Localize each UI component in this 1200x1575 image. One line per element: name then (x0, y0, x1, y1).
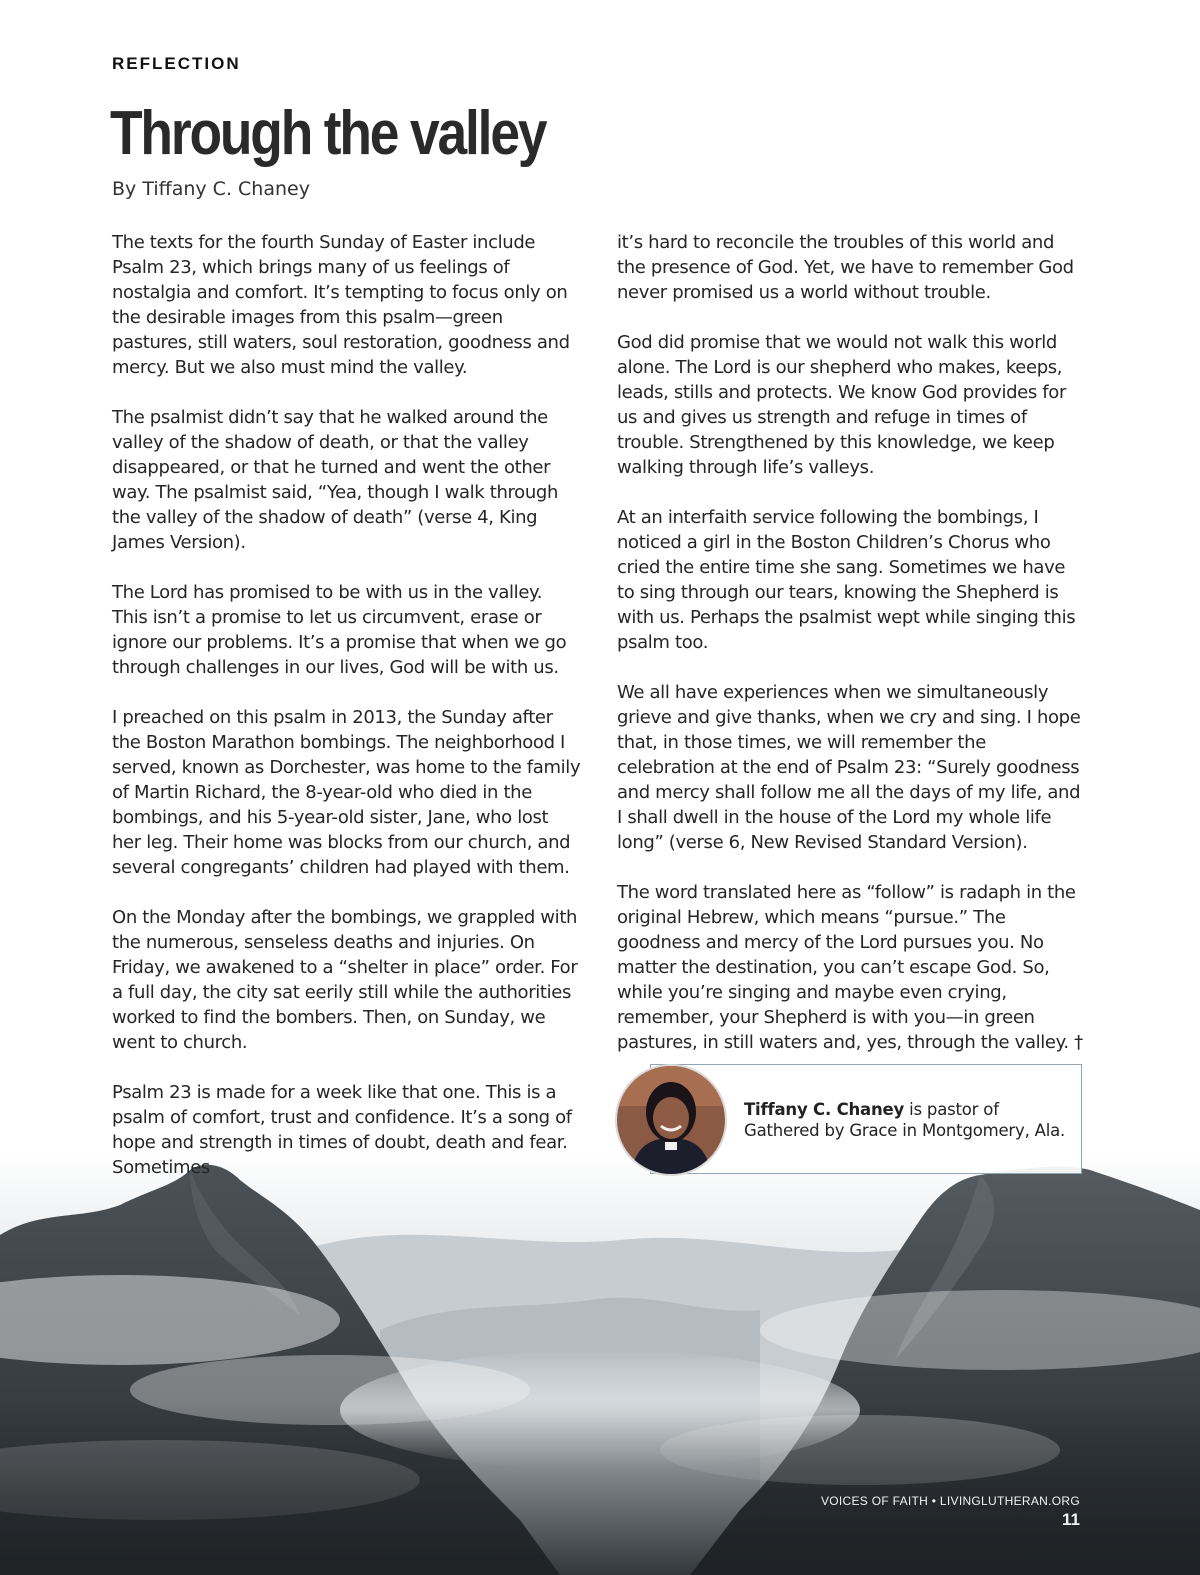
paragraph: At an interfaith service following the bombings, I noticed a girl in the Boston Children’s Chorus who cried the entire time she sang. Sometimes we have to sing through our tears, knowing the Shepherd is with us. Perhaps the psalmist wept while singing this psalm too. (617, 507, 1076, 653)
author-portrait-icon (617, 1066, 725, 1174)
paragraph: Psalm 23 is made for a week like that one. This is a psalm of comfort, trust and confidence. It’s a song of hope and strength in times of doubt, death and fear. Sometimes (112, 1082, 572, 1178)
publication-name: VOICES OF FAITH • LIVINGLUTHERAN.ORG (820, 1494, 1080, 1508)
section-kicker: REFLECTION (112, 54, 241, 73)
paragraph: The psalmist didn’t say that he walked around the valley of the shadow of death, or that the valley disappeared, or that he turned and went the other way. The psalmist said, “Yea, though I walk through the valley of the shadow of death” (verse 4, King James Version). (112, 407, 559, 553)
paragraph: On the Monday after the bombings, we grappled with the numerous, senseless deaths and injuries. On Friday, we awakened to a “shelter in place” order. For a full day, the city sat eerily still while the authorities worked to find the bombers. Then, on Sunday, we went to church. (112, 907, 578, 1053)
author-photo (615, 1064, 727, 1176)
paragraph: God did promise that we would not walk this world alone. The Lord is our shepherd who makes, keeps, leads, stills and protects. We know God provides for us and gives us strength and refuge in times of trouble. Strengthened by this knowledge, we keep walking through life’s valleys. (617, 332, 1067, 478)
body-column-right (617, 230, 1087, 1055)
author-name: Tiffany C. Chaney (744, 1100, 905, 1119)
paragraph: I preached on this psalm in 2013, the Sunday after the Boston Marathon bombings. The neighborhood I served, known as Dorchester, was home to the family of Martin Richard, the 8-year-old who died in the bombings, and his 5-year-old sister, Jane, who lost her leg. Their home was blocks from our church, and several congregants’ children had played with them. (112, 707, 581, 878)
page-number: 11 (1062, 1510, 1080, 1529)
author-description: is pastor of Gathered by Grace in Montgomery, Ala. (744, 1100, 1066, 1140)
author-bio (744, 1099, 1074, 1141)
paragraph: The word translated here as “follow” is radaph in the original Hebrew, which means “pursue.” The goodness and mercy of the Lord pursues you. No matter the destination, you can’t escape God. So, while you’re singing and maybe even crying, remember, your Shepherd is with you—in green pastures, in still waters and, yes, through the valley. † (617, 882, 1083, 1053)
byline: By Tiffany C. Chaney (112, 178, 310, 200)
article-title: Through the valley (110, 99, 546, 168)
page-footer (800, 1492, 1080, 1530)
paragraph: The Lord has promised to be with us in the valley. This isn’t a promise to let us circumvent, erase or ignore our problems. It’s a promise that when we go through challenges in our lives, God will be with us. (112, 582, 567, 678)
paragraph: The texts for the fourth Sunday of Easter include Psalm 23, which brings many of us feelings of nostalgia and comfort. It’s tempting to focus only on the desirable images from this psalm—green pastures, still waters, soul restoration, goodness and mercy. But we also must mind the valley. (112, 232, 570, 378)
paragraph: it’s hard to reconcile the troubles of this world and the presence of God. Yet, we have to remember God never promised us a world without trouble. (617, 232, 1074, 303)
paragraph: We all have experiences when we simultaneously grieve and give thanks, when we cry and sing. I hope that, in those times, we will remember the celebration at the end of Psalm 23: “Surely goodness and mercy shall follow me all the days of my life, and I shall dwell in the house of the Lord my whole life long” (verse 6, New Revised Standard Version). (617, 682, 1081, 853)
body-column-left (112, 230, 582, 1180)
